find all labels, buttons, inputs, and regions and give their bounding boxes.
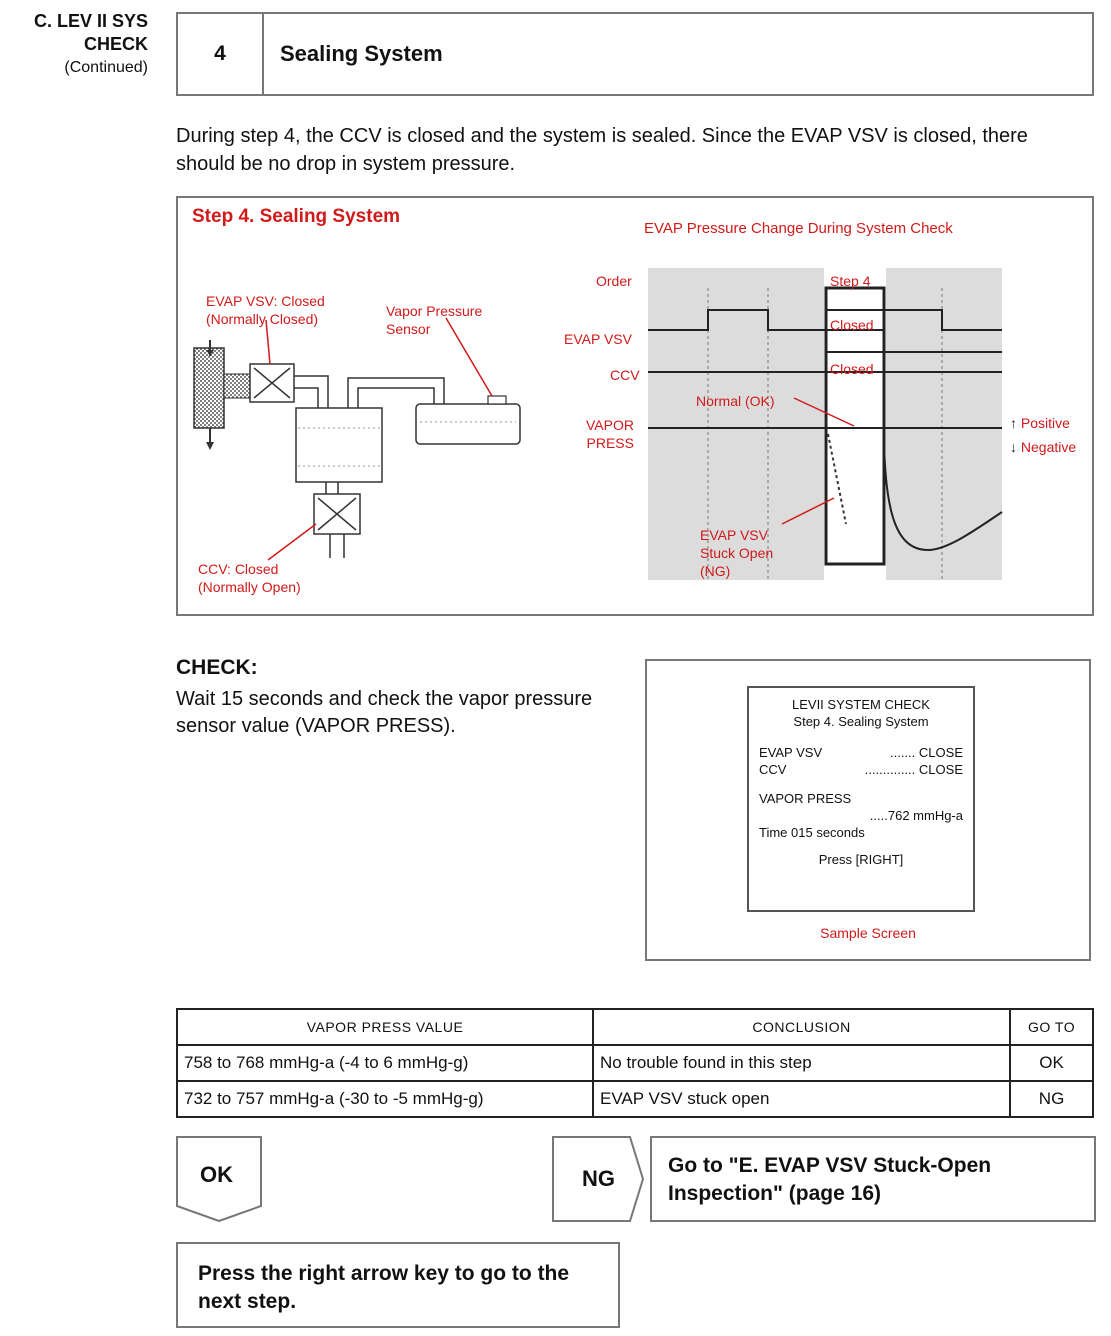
step-number: 4 bbox=[178, 14, 264, 94]
screen-press-right: Press [RIGHT] bbox=[818, 852, 904, 867]
section-heading-line2: CHECK bbox=[83, 34, 148, 54]
step-title: Sealing System bbox=[280, 41, 443, 66]
screen-time: Time 015 seconds bbox=[759, 825, 865, 840]
row-label-evap-vsv: EVAP VSV bbox=[564, 331, 632, 347]
up-arrow-icon: ↑ bbox=[1010, 415, 1017, 431]
row-label-order: Order bbox=[596, 273, 632, 289]
evap-vsv-label: EVAP VSV: Closed (Normally Closed) bbox=[206, 293, 325, 327]
section-heading-continued: (Continued) bbox=[64, 59, 148, 76]
normal-ok-label: Normal (OK) bbox=[696, 393, 775, 409]
next-step-box: Press the right arrow key to go to the next step. bbox=[176, 1242, 620, 1328]
figure-title: Step 4. Sealing System bbox=[192, 206, 401, 227]
check-heading: CHECK: bbox=[176, 656, 258, 679]
chart-title: EVAP Pressure Change During System Check bbox=[644, 220, 953, 237]
ok-label: OK bbox=[200, 1162, 233, 1187]
col-header-vapor-press: VAPOR PRESS VALUE bbox=[177, 1009, 593, 1045]
ccv-closed-label: Closed bbox=[830, 361, 874, 377]
screen-title: LEVII SYSTEM CHECK bbox=[792, 697, 930, 712]
check-instruction: Wait 15 seconds and check the vapor pressure sensor value (VAPOR PRESS). bbox=[176, 688, 593, 737]
vapor-pressure-sensor bbox=[416, 396, 520, 444]
intro-paragraph: During step 4, the CCV is closed and the system is sealed. Since the EVAP VSV is closed, there should be no drop in system pressure. bbox=[176, 125, 1028, 175]
step-header bbox=[176, 12, 1094, 96]
ok-branch bbox=[176, 1136, 262, 1222]
screen-subtitle: Step 4. Sealing System bbox=[793, 714, 929, 729]
cell-value: 732 to 757 mmHg-a (-30 to -5 mmHg-g) bbox=[177, 1081, 593, 1117]
screen-vapor-value: .....762 mmHg-a bbox=[869, 808, 963, 823]
sample-screen-caption: Sample Screen bbox=[820, 925, 916, 941]
table-row bbox=[177, 1081, 1093, 1117]
row-label-ccv: CCV bbox=[610, 367, 640, 383]
sample-screen-box bbox=[645, 659, 1091, 961]
cell-conclusion: No trouble found in this step bbox=[593, 1045, 1010, 1081]
sample-screen bbox=[747, 686, 975, 912]
col-header-goto: GO TO bbox=[1010, 1009, 1093, 1045]
step4-label: Step 4 bbox=[830, 273, 871, 289]
cell-conclusion: EVAP VSV stuck open bbox=[593, 1081, 1010, 1117]
negative-label: ↓ Negative bbox=[1010, 439, 1077, 455]
ccv-valve-icon bbox=[314, 494, 360, 534]
ng-label: NG bbox=[582, 1166, 615, 1191]
row-label-vapor-press: VAPOR PRESS bbox=[586, 417, 634, 451]
stuck-open-label: EVAP VSV Stuck Open (NG) bbox=[700, 527, 774, 579]
ng-goto-box: Go to "E. EVAP VSV Stuck-Open Inspection" (page 16) bbox=[650, 1136, 1096, 1222]
col-header-conclusion: CONCLUSION bbox=[593, 1009, 1010, 1045]
screen-row-ccv: CCV .............. CLOSE bbox=[759, 762, 963, 777]
cell-goto: NG bbox=[1010, 1081, 1093, 1117]
cell-value: 758 to 768 mmHg-a (-4 to 6 mmHg-g) bbox=[177, 1045, 593, 1081]
section-heading bbox=[34, 10, 148, 79]
screen-vapor-name: VAPOR PRESS bbox=[759, 791, 852, 806]
cell-goto: OK bbox=[1010, 1045, 1093, 1081]
charcoal-canister bbox=[296, 408, 382, 482]
table-header-row bbox=[177, 1009, 1093, 1045]
evap-vsv-valve-icon bbox=[250, 364, 294, 402]
fuel-tank bbox=[194, 348, 224, 428]
positive-label: ↑ Positive bbox=[1010, 415, 1070, 431]
down-arrow-icon: ↓ bbox=[1010, 439, 1017, 455]
screen-row-evap: EVAP VSV ....... CLOSE bbox=[759, 745, 963, 760]
vapor-sensor-label: Vapor Pressure Sensor bbox=[386, 303, 483, 337]
ccv-label: CCV: Closed (Normally Open) bbox=[198, 561, 301, 595]
table-row bbox=[177, 1045, 1093, 1081]
section-heading-line1: C. LEV II SYS bbox=[33, 11, 148, 31]
evap-closed-label: Closed bbox=[830, 317, 874, 333]
results-table bbox=[176, 1008, 1094, 1118]
ng-branch bbox=[552, 1136, 644, 1222]
sealing-system-figure bbox=[176, 196, 1094, 616]
